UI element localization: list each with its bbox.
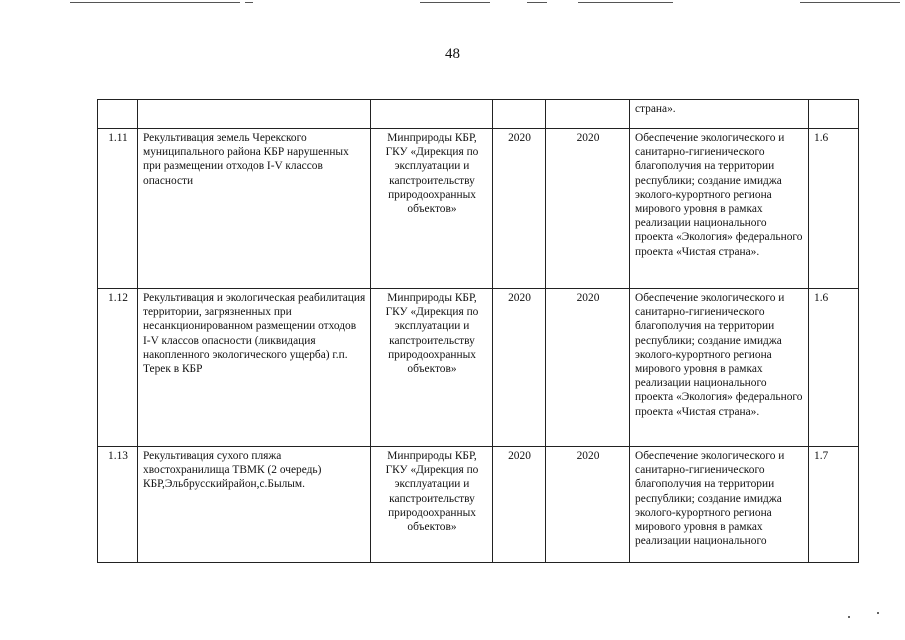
scan-artifact-line	[245, 2, 253, 3]
scan-artifact-line	[578, 2, 673, 3]
cell-executor: Минприроды КБР, ГКУ «Дирекция по эксплуатации и капстроительству природоохранных объектов»	[371, 447, 493, 563]
cell-name: Рекультивация земель Черекского муниципального района КБР нарушенных при размещении отходов I-V классов опасности	[138, 129, 371, 289]
table-row	[98, 289, 859, 447]
scan-artifact-line	[420, 2, 490, 3]
cell-end: 2020	[546, 447, 630, 563]
cell-ref: 1.6	[809, 129, 859, 289]
cell-name: Рекультивация сухого пляжа хвостохранилища ТВМК (2 очередь) КБР,Эльбрусскийрайон,с.Былым.	[138, 447, 371, 563]
page-number: 48	[445, 46, 460, 62]
scan-artifact-line	[70, 2, 240, 3]
cell-num: 1.13	[98, 447, 138, 563]
cell-result: Обеспечение экологического и санитарно-гигиенического благополучия на территории республики; создание имиджа эколого-курортного региона мирового уровня в рамках реализации национального	[630, 447, 809, 563]
scan-speck	[877, 612, 879, 614]
cell-start: 2020	[493, 447, 546, 563]
table-row	[98, 129, 859, 289]
cell-end: 2020	[546, 129, 630, 289]
cell-ref: 1.6	[809, 289, 859, 447]
cell-end	[546, 100, 630, 129]
cell-executor: Минприроды КБР, ГКУ «Дирекция по эксплуатации и капстроительству природоохранных объектов»	[371, 289, 493, 447]
cell-start: 2020	[493, 129, 546, 289]
measures-table	[97, 99, 859, 563]
scan-speck	[848, 616, 850, 618]
scan-artifact-line	[527, 2, 547, 3]
cell-end: 2020	[546, 289, 630, 447]
table-row	[98, 447, 859, 563]
cell-num: 1.12	[98, 289, 138, 447]
cell-name: Рекультивация и экологическая реабилитация территории, загрязненных при несанкционированном размещении отходов I-V классов опасности (ликвидация накопленного экологического ущерба) г.п. Терек в КБР	[138, 289, 371, 447]
cell-executor	[371, 100, 493, 129]
cell-result: страна».	[630, 100, 809, 129]
cell-ref: 1.7	[809, 447, 859, 563]
scan-artifact-line	[800, 2, 900, 3]
cell-num	[98, 100, 138, 129]
cell-ref	[809, 100, 859, 129]
cell-num: 1.11	[98, 129, 138, 289]
cell-executor: Минприроды КБР, ГКУ «Дирекция по эксплуатации и капстроительству природоохранных объектов»	[371, 129, 493, 289]
cell-result: Обеспечение экологического и санитарно-гигиенического благополучия на территории республики; создание имиджа эколого-курортного региона мирового уровня в рамках реализации национального проекта «Экология» федерального проекта «Чистая страна».	[630, 129, 809, 289]
cell-name	[138, 100, 371, 129]
cell-result: Обеспечение экологического и санитарно-гигиенического благополучия на территории республики; создание имиджа эколого-курортного региона мирового уровня в рамках реализации национального проекта «Экология» федерального проекта «Чистая страна».	[630, 289, 809, 447]
cell-start: 2020	[493, 289, 546, 447]
cell-start	[493, 100, 546, 129]
table-row-continuation	[98, 100, 859, 129]
